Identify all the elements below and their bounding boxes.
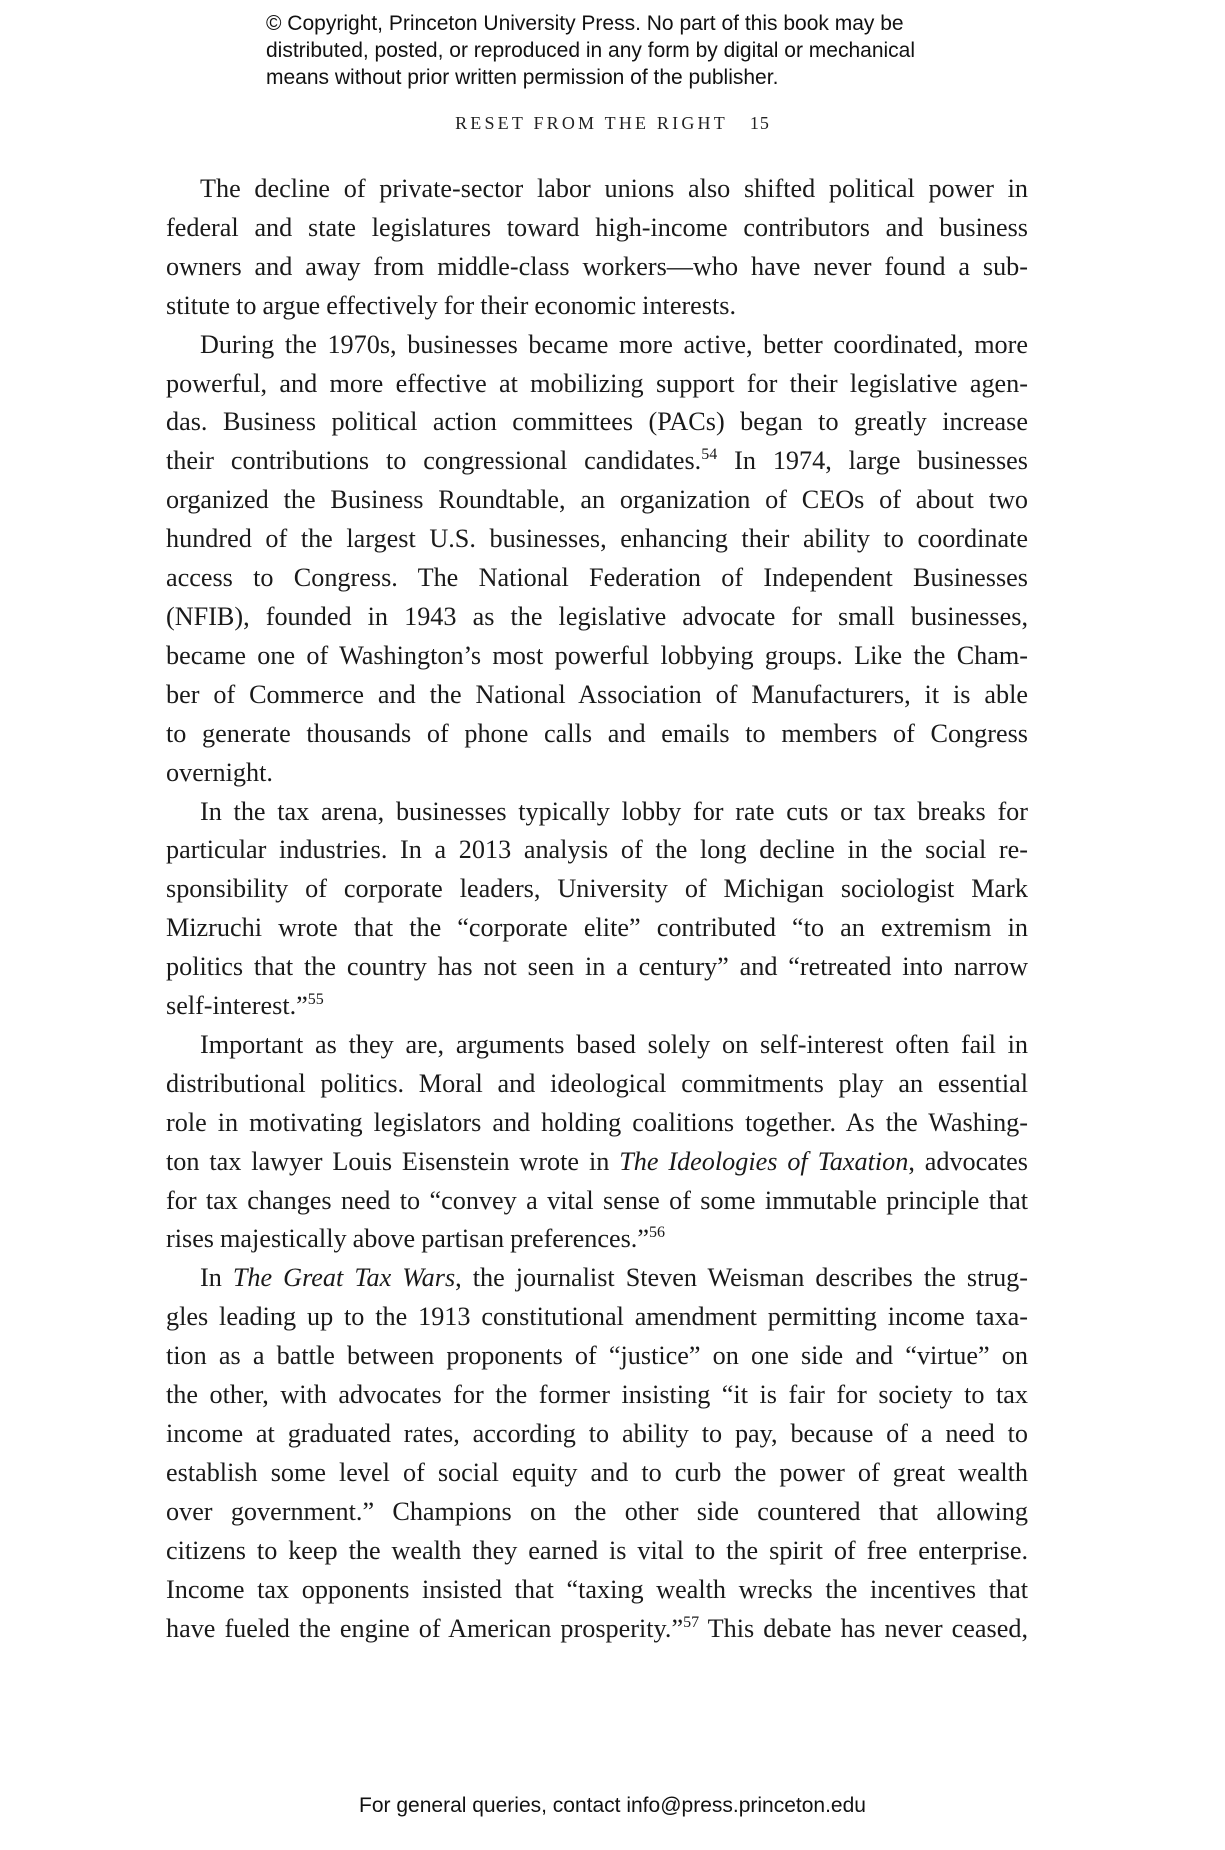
text-segment: , the journalist Steven Weisman describes the strug- <box>455 1263 1028 1293</box>
text-line: owners and away from middle-class workers—who have never found a sub- <box>166 251 1028 281</box>
page-number: 15 <box>749 113 770 133</box>
text-line: (NFIB), founded in 1943 as the legislative advocate for small businesses, <box>166 601 1028 631</box>
text-line: Important as they are, arguments based solely on self-interest often fail in <box>200 1029 1028 1059</box>
text-line: access to Congress. The National Federation of Independent Businesses <box>166 563 1028 593</box>
text-line: overnight. <box>166 757 273 787</box>
text-line: stitute to argue effectively for their economic interests. <box>166 290 737 320</box>
text-line: sponsibility of corporate leaders, University of Michigan sociologist Mark <box>166 874 1028 904</box>
text-segment: ton tax lawyer Louis Eisenstein wrote in <box>166 1146 620 1176</box>
text-line: the other, with advocates for the former insisting “it is fair for society to tax <box>166 1380 1028 1410</box>
text-segment: their contributions to congressional candidates. <box>166 446 702 476</box>
text-line: Mizruchi wrote that the “corporate elite” contributed “to an extremism in <box>166 913 1028 943</box>
text-line: particular industries. In a 2013 analysis of the long decline in the social re- <box>166 835 1028 865</box>
text-line: establish some level of social equity and to curb the power of great wealth <box>166 1457 1028 1487</box>
text-line: citizens to keep the wealth they earned is vital to the spirit of free enterprise. <box>166 1535 1028 1565</box>
text-line: income at graduated rates, according to ability to pay, because of a need to <box>166 1419 1028 1448</box>
paragraph <box>166 1026 1028 1259</box>
text-line: powerful, and more effective at mobilizing support for their legislative agen- <box>166 368 1028 398</box>
running-head <box>0 113 1225 134</box>
body-text <box>166 170 1028 1648</box>
text-line <box>166 987 1028 1026</box>
text-line: gles leading up to the 1913 constitutional amendment permitting income taxa- <box>166 1302 1028 1332</box>
footnote-ref-57[interactable]: 57 <box>683 1613 700 1631</box>
text-line: In the tax arena, businesses typically lobby for rate cuts or tax breaks for <box>200 796 1028 826</box>
text-line: role in motivating legislators and holding coalitions together. As the Washing- <box>166 1107 1028 1137</box>
paragraph <box>166 326 1028 793</box>
copyright-line: means without prior written permission of the publisher. <box>266 66 779 89</box>
text-segment: , advocates <box>908 1146 1028 1176</box>
text-line: tion as a battle between proponents of “justice” on one side and “virtue” on <box>166 1341 1028 1371</box>
text-line: das. Business political action committees (PACs) began to greatly increase <box>166 407 1028 437</box>
text-segment: self-interest.” <box>166 991 308 1021</box>
text-line: organized the Business Roundtable, an organization of CEOs of about two <box>166 485 1028 515</box>
text-line: During the 1970s, businesses became more active, better coordinated, more <box>200 329 1028 359</box>
book-title: The Ideologies of Taxation <box>619 1146 909 1176</box>
book-title: The Great Tax Wars <box>232 1263 456 1293</box>
footnote-ref-56[interactable]: 56 <box>648 1224 665 1242</box>
text-line: over government.” Champions on the other side countered that allowing <box>166 1496 1028 1526</box>
text-line: distributional politics. Moral and ideological commitments play an essential <box>166 1068 1028 1098</box>
copyright-line: distributed, posted, or reproduced in any form by digital or mechanical <box>266 39 916 62</box>
text-segment: This debate has never ceased, <box>699 1613 1029 1643</box>
paragraph <box>166 793 1028 1026</box>
paragraph <box>166 1259 1028 1648</box>
paragraph <box>166 170 1028 326</box>
text-segment: have fueled the engine of American prosperity.” <box>166 1613 684 1643</box>
running-head-title: RESET FROM THE RIGHT <box>455 113 728 133</box>
text-line: hundred of the largest U.S. businesses, enhancing their ability to coordinate <box>166 524 1028 554</box>
text-segment: In 1974, large businesses <box>717 446 1028 476</box>
text-line <box>166 1259 1028 1298</box>
text-line: ber of Commerce and the National Association of Manufacturers, it is able <box>166 679 1028 709</box>
copyright-notice <box>266 10 1026 91</box>
text-line <box>166 1610 1028 1649</box>
text-line: for tax changes need to “convey a vital sense of some immutable principle that <box>166 1185 1028 1215</box>
text-segment: In <box>200 1263 233 1293</box>
text-segment: rises majestically above partisan preferences.” <box>166 1224 649 1254</box>
text-line: to generate thousands of phone calls and emails to members of Congress <box>166 718 1028 748</box>
text-line: federal and state legislatures toward high-income contributors and business <box>166 212 1028 242</box>
footnote-ref-55[interactable]: 55 <box>307 991 324 1009</box>
text-line: The decline of private-sector labor unions also shifted political power in <box>200 174 1028 203</box>
text-line <box>166 1143 1028 1182</box>
footer-contact: For general queries, contact info@press.princeton.edu <box>359 1794 866 1817</box>
text-line <box>166 1220 1028 1259</box>
text-line: politics that the country has not seen in a century” and “retreated into narrow <box>166 952 1028 982</box>
text-line: Income tax opponents insisted that “taxing wealth wrecks the incentives that <box>166 1574 1028 1604</box>
footnote-ref-54[interactable]: 54 <box>701 446 718 464</box>
text-line: became one of Washington’s most powerful lobbying groups. Like the Cham- <box>166 640 1028 670</box>
text-line <box>166 442 1028 481</box>
copyright-line: © Copyright, Princeton University Press. No part of this book may be <box>266 12 904 35</box>
